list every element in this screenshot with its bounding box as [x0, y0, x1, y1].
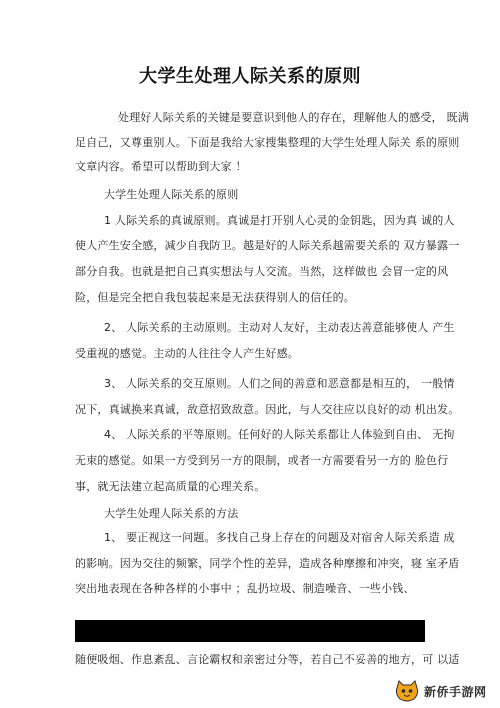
body-line: 受重视的感觉。主动的人往往令人产生好感。 — [75, 347, 299, 360]
body-line: 足自己，又尊重别人。下面是我给大家搜集整理的大学生处理人际关 系的原则 — [75, 136, 460, 149]
redaction-bar — [75, 620, 425, 642]
cat-mascot-icon — [394, 679, 420, 703]
section-heading: 大学生处理人际关系的原则 — [104, 188, 239, 201]
body-line: 3、 人际关系的交互原则。人们之间的善意和恶意都是相互的， 一般情 — [104, 377, 455, 390]
section-heading: 大学生处理人际关系的方法 — [104, 507, 239, 520]
watermark-text: 新侨手游网 — [424, 684, 487, 699]
body-line: 无束的感觉。如果一方受到另一方的限制，或者一方需要看另一方的 脸色行 — [75, 454, 449, 467]
body-line: 1、 要正视这一问题。多找自己身上存在的问题及对宿舍人际关系造 成 — [104, 531, 455, 544]
body-line: 2、 人际关系的主动原则。主动对人友好，主动表达善意能够使人 产生 — [104, 321, 455, 334]
body-line: 随便吸烟、作息紊乱、言论霸权和亲密过分等，若自己不妥善的地方，可 以适 — [75, 653, 460, 666]
body-line: 部分自我。也就是把自己真实想法与人交流。当然，这样做也 会冒一定的风 — [75, 265, 449, 278]
body-line: 使人产生安全感，减少自我防卫。越是好的人际关系越需要关系的 双方暴露一 — [75, 239, 460, 252]
body-line: 4、 人际关系的平等原则。任何好的人际关系都让人体验到自由、 无拘 — [104, 428, 455, 441]
body-line: 突出地表现在各种各样的小事中 ；乱扔垃圾、制造噪音、一些小钱、 — [75, 582, 415, 595]
body-line: 处理好人际关系的关键是要意识到他人的存在，理解他人的感受， 既满 — [118, 111, 469, 124]
body-line: 况下，真诚换来真诚，敌意招致敌意。因此，与人交往应以良好的动 机出发。 — [75, 403, 460, 416]
body-line: 的影响。因为交往的频繁，同学个性的差异，造成各种摩擦和冲突，寝 室矛盾 — [75, 557, 460, 570]
site-watermark — [394, 678, 496, 704]
body-line: 事，就无法建立起高质量的心理关系。 — [75, 480, 266, 493]
body-line: 1 人际关系的真诚原则。真诚是打开别人心灵的金钥匙，因为真 诚的人 — [104, 214, 455, 227]
body-line: 险，但是完全把自我包装起来是无法获得别人的信任的。 — [75, 291, 355, 304]
document-title: 大学生处理人际关系的原则 — [139, 66, 361, 87]
body-line: 文章内容。希望可以帮助到大家 ！ — [75, 160, 247, 173]
